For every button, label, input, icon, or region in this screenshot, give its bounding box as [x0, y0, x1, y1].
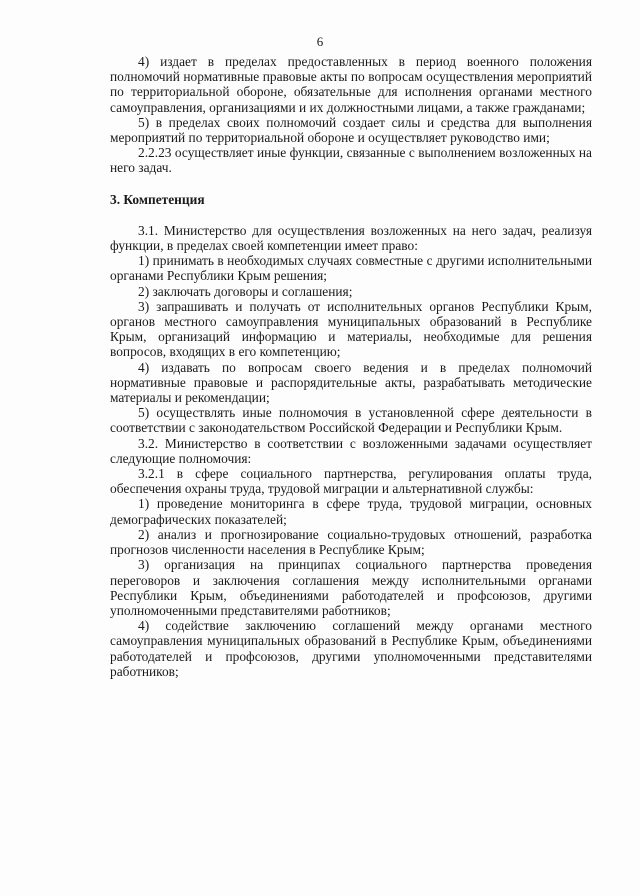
paragraph: 2) заключать договоры и соглашения;: [138, 283, 353, 299]
paragraph: 3.1. Министерство для осуществления возложенных на него задач, реализуя функции, в пределах своей компетенции имеет право:: [110, 222, 592, 254]
document-body: [110, 54, 592, 679]
paragraph: 5) осуществлять иные полномочия в установленной сфере деятельности в соответствии с законодательством Российской Федерации и Республики Крым.: [110, 405, 592, 436]
paragraph: 3) запрашивать и получать от исполнительных органов Республики Крым, органов местного самоуправления муниципальных образований в Республике Крым, организаций информацию и материалы, необходимые для решения вопросов, входящих в его компетенцию;: [110, 298, 592, 360]
paragraph: 3.2. Министерство в соответствии с возложенными задачами осуществляет следующие полномочия:: [110, 435, 592, 466]
paragraph: 4) издавать по вопросам своего ведения и в пределах полномочий нормативные правовые и распорядительные акты, разрабатывать методические материалы и рекомендации;: [110, 359, 592, 406]
paragraph: 3) организация на принципах социального партнерства проведения переговоров и заключения соглашения между исполнительными органами Республики Крым, объединениями работодателей и профсоюзов, другими уполномоченными представителями работников;: [110, 557, 592, 618]
paragraph: 4) содействие заключению соглашений между органами местного самоуправления муниципальных образований в Республике Крым, объединениями работодателей и профсоюзов, другими уполномоченными представителями работников;: [110, 618, 592, 679]
paragraph: 2) анализ и прогнозирование социально-трудовых отношений, разработка прогнозов численности населения в Республике Крым;: [110, 526, 592, 558]
paragraph: 4) издает в пределах предоставленных в период военного положения полномочий нормативные правовые акты по вопросам осуществления мероприятий по территориальной обороне, обязательные для исполнения органами местного самоуправления, организациями и их должностными лицами, а также гражданами;: [110, 54, 592, 115]
paragraph: 1) принимать в необходимых случаях совместные с другими исполнительными органами Республики Крым решения;: [110, 253, 592, 284]
paragraph: 3.2.1 в сфере социального партнерства, регулирования оплаты труда, обеспечения охраны труда, трудовой миграции и альтернативной службы:: [110, 466, 592, 497]
paragraph: 1) проведение мониторинга в сфере труда, трудовой миграции, основных демографических показателей;: [110, 496, 592, 527]
paragraph: 5) в пределах своих полномочий создает силы и средства для выполнения мероприятий по территориальной обороне и осуществляет руководство ими;: [110, 114, 592, 146]
paragraph: 2.2.23 осуществляет иные функции, связанные с выполнением возложенных на него задач.: [110, 145, 592, 176]
section-heading: 3. Компетенция: [110, 191, 205, 207]
page-number: 6: [316, 34, 324, 49]
